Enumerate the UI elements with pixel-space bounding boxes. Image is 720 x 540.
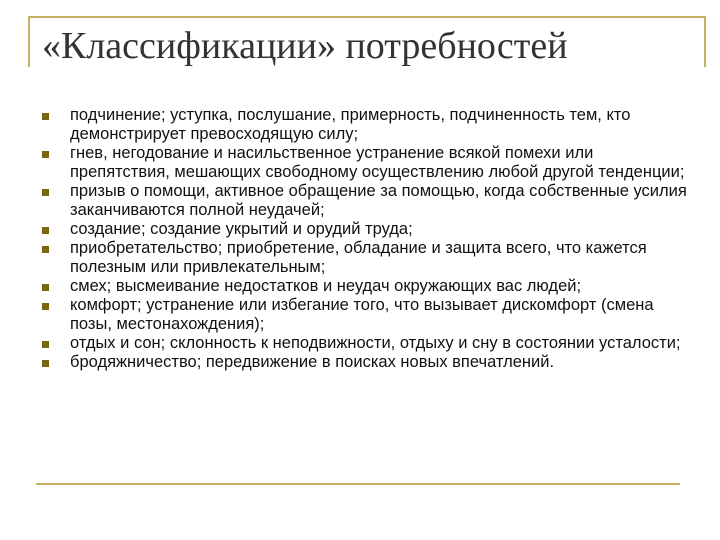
frame-bottom-line: [36, 483, 680, 485]
square-bullet-icon: [42, 246, 49, 253]
bullet-item: [38, 220, 688, 239]
square-bullet-icon: [42, 360, 49, 367]
frame-right-line: [704, 16, 706, 67]
bullet-item: [38, 239, 688, 277]
bullet-text: призыв о помощи, активное обращение за помощью, когда собственные усилия заканчиваются полной неудачей;: [70, 182, 687, 219]
square-bullet-icon: [42, 227, 49, 234]
bullet-item: [38, 334, 688, 353]
frame-left-line: [28, 16, 30, 67]
square-bullet-icon: [42, 303, 49, 310]
bullet-list: [38, 106, 688, 372]
bullet-text: отдых и сон; склонность к неподвижности, отдыху и сну в состоянии усталости;: [70, 334, 681, 352]
slide-title: «Классификации» потребностей: [42, 25, 568, 67]
square-bullet-icon: [42, 341, 49, 348]
frame-top-line: [28, 16, 706, 18]
square-bullet-icon: [42, 113, 49, 120]
bullet-item: [38, 106, 688, 144]
bullet-item: [38, 353, 688, 372]
bullet-text: создание; создание укрытий и орудий труда;: [70, 220, 413, 238]
bullet-text: смех; высмеивание недостатков и неудач окружающих вас людей;: [70, 277, 582, 295]
bullet-item: [38, 182, 688, 220]
bullet-item: [38, 296, 688, 334]
square-bullet-icon: [42, 189, 49, 196]
bullet-text: бродяжничество; передвижение в поисках новых впечатлений.: [70, 353, 555, 371]
bullet-text: подчинение; уступка, послушание, примерность, подчиненность тем, кто демонстрирует превосходящую силу;: [70, 106, 631, 143]
bullet-text: гнев, негодование и насильственное устранение всякой помехи или препятствия, мешающих свободному осуществлению любой другой тенденции;: [70, 144, 685, 181]
square-bullet-icon: [42, 284, 49, 291]
bullet-item: [38, 277, 688, 296]
bullet-item: [38, 144, 688, 182]
square-bullet-icon: [42, 151, 49, 158]
bullet-text: приобретательство; приобретение, обладание и защита всего, что кажется полезным или привлекательным;: [70, 239, 647, 276]
bullet-text: комфорт; устранение или избегание того, что вызывает дискомфорт (смена позы, местонахождения);: [70, 296, 654, 333]
